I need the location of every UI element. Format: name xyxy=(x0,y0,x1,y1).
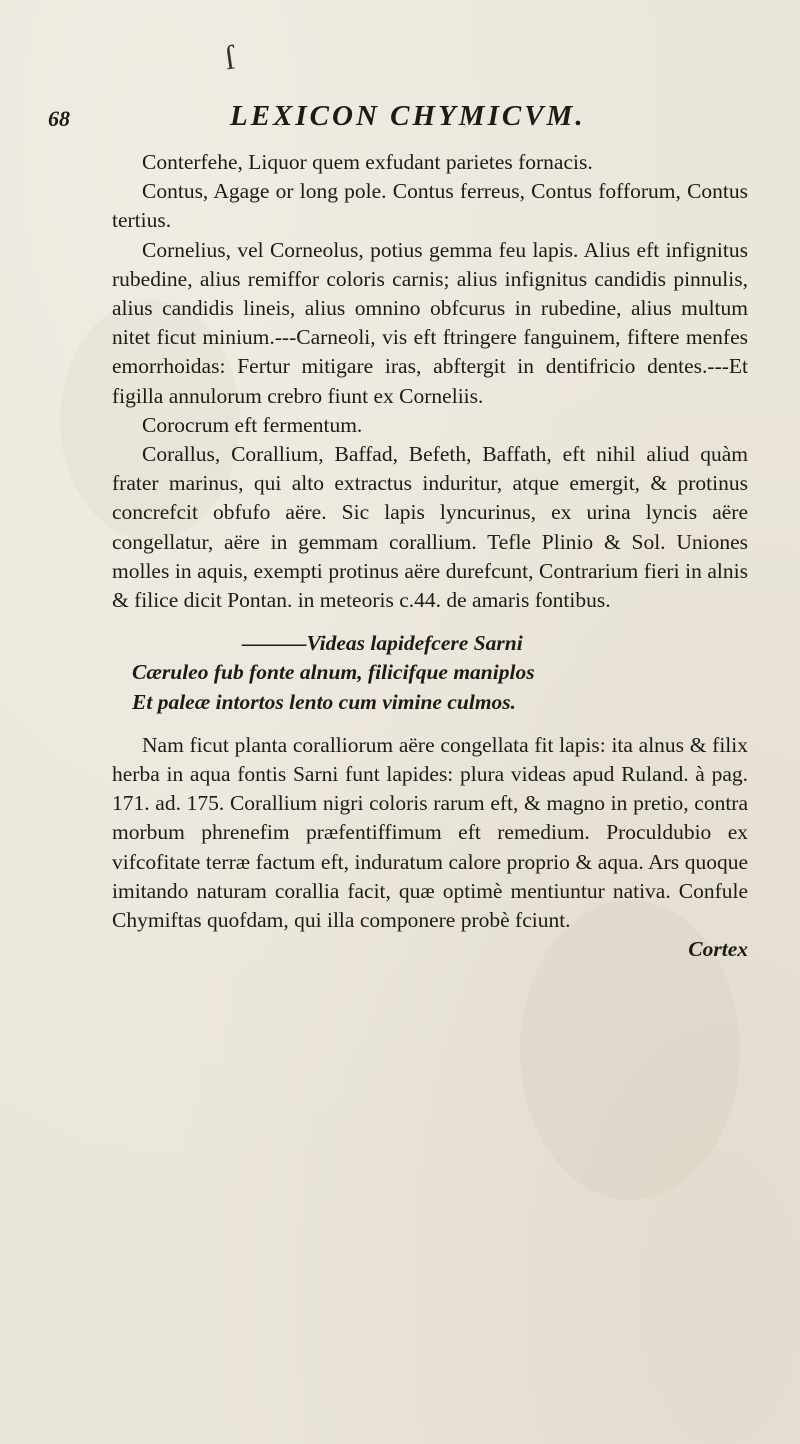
page-number: 68 xyxy=(48,106,70,131)
page-header xyxy=(40,100,760,140)
entry-cornelius: Cornelius, vel Corneolus, potius gemma feu lapis. Alius eft infignitus rubedine, alius remiffor coloris carnis; alius infignitus candidis pinnulis, alius candidis lineis, alius omnino obfcurus in rubedine, alius multum nitet ficut minium.---Carneoli, vis eft ftringere fanguinem, fiftere menfes emorrhoidas: Fertur mitigare iras, abftergit in dentifricio dentes.---Et figilla annulorum crebro fiunt ex Corneliis. xyxy=(112,237,748,408)
verse-line: ———Videas lapidefcere Sarni xyxy=(242,631,523,656)
closing-paragraph: Nam ficut planta coralliorum aëre congellata fit lapis: ita alnus & filix herba in aqua fontis Sarni funt lapides: plura videas apud Ruland. à pag. 171. ad. 175. Corallium nigri coloris rarum eft, & magno in pretio, contra morbum phrenefim præfentiffimum eft remedium. Proculdubio ex vifcofitate terræ factum eft, induratum calore proprio & aqua. Ars quoque imitando naturam corallia facit, quæ optimè mentiuntur nativa. Confule Chymiftas quofdam, qui illa componere probè fciunt. xyxy=(112,732,748,933)
entry-contus: Contus, Agage or long pole. Contus ferreus, Contus fofforum, Contus tertius. xyxy=(112,179,748,233)
running-title: LEXICON CHYMICVM. xyxy=(230,100,586,132)
entry-conterfehe: Conterfehe, Liquor quem exfudant parietes fornacis. xyxy=(142,150,593,174)
entry-corocrum: Corocrum eft fermentum. xyxy=(142,412,363,437)
verse-line: Et paleæ intortos lento cum vimine culmos. xyxy=(132,689,517,714)
body-text xyxy=(112,148,748,964)
catchword: Cortex xyxy=(688,937,748,962)
verse-line: Cæruleo fub fonte alnum, filicifque maniplos xyxy=(132,660,535,685)
pen-mark: ſ xyxy=(222,39,237,78)
entry-corallus: Corallus, Corallium, Baffad, Befeth, Baffath, eft nihil aliud quàm frater marinus, qui alto extractus induritur, atque emergit, & protinus concrefcit obfufo aëre. Sic lapis lyncurinus, ex urina lyncis aëre congellatur, aëre in gemmam corallium. Tefle Plinio & Sol. Uniones molles in aquis, exempti protinus aëre durefcunt, Contrarium fieri in alnis & filice dicit Pontan. in meteoris c.44. de amaris fontibus. xyxy=(112,442,748,613)
